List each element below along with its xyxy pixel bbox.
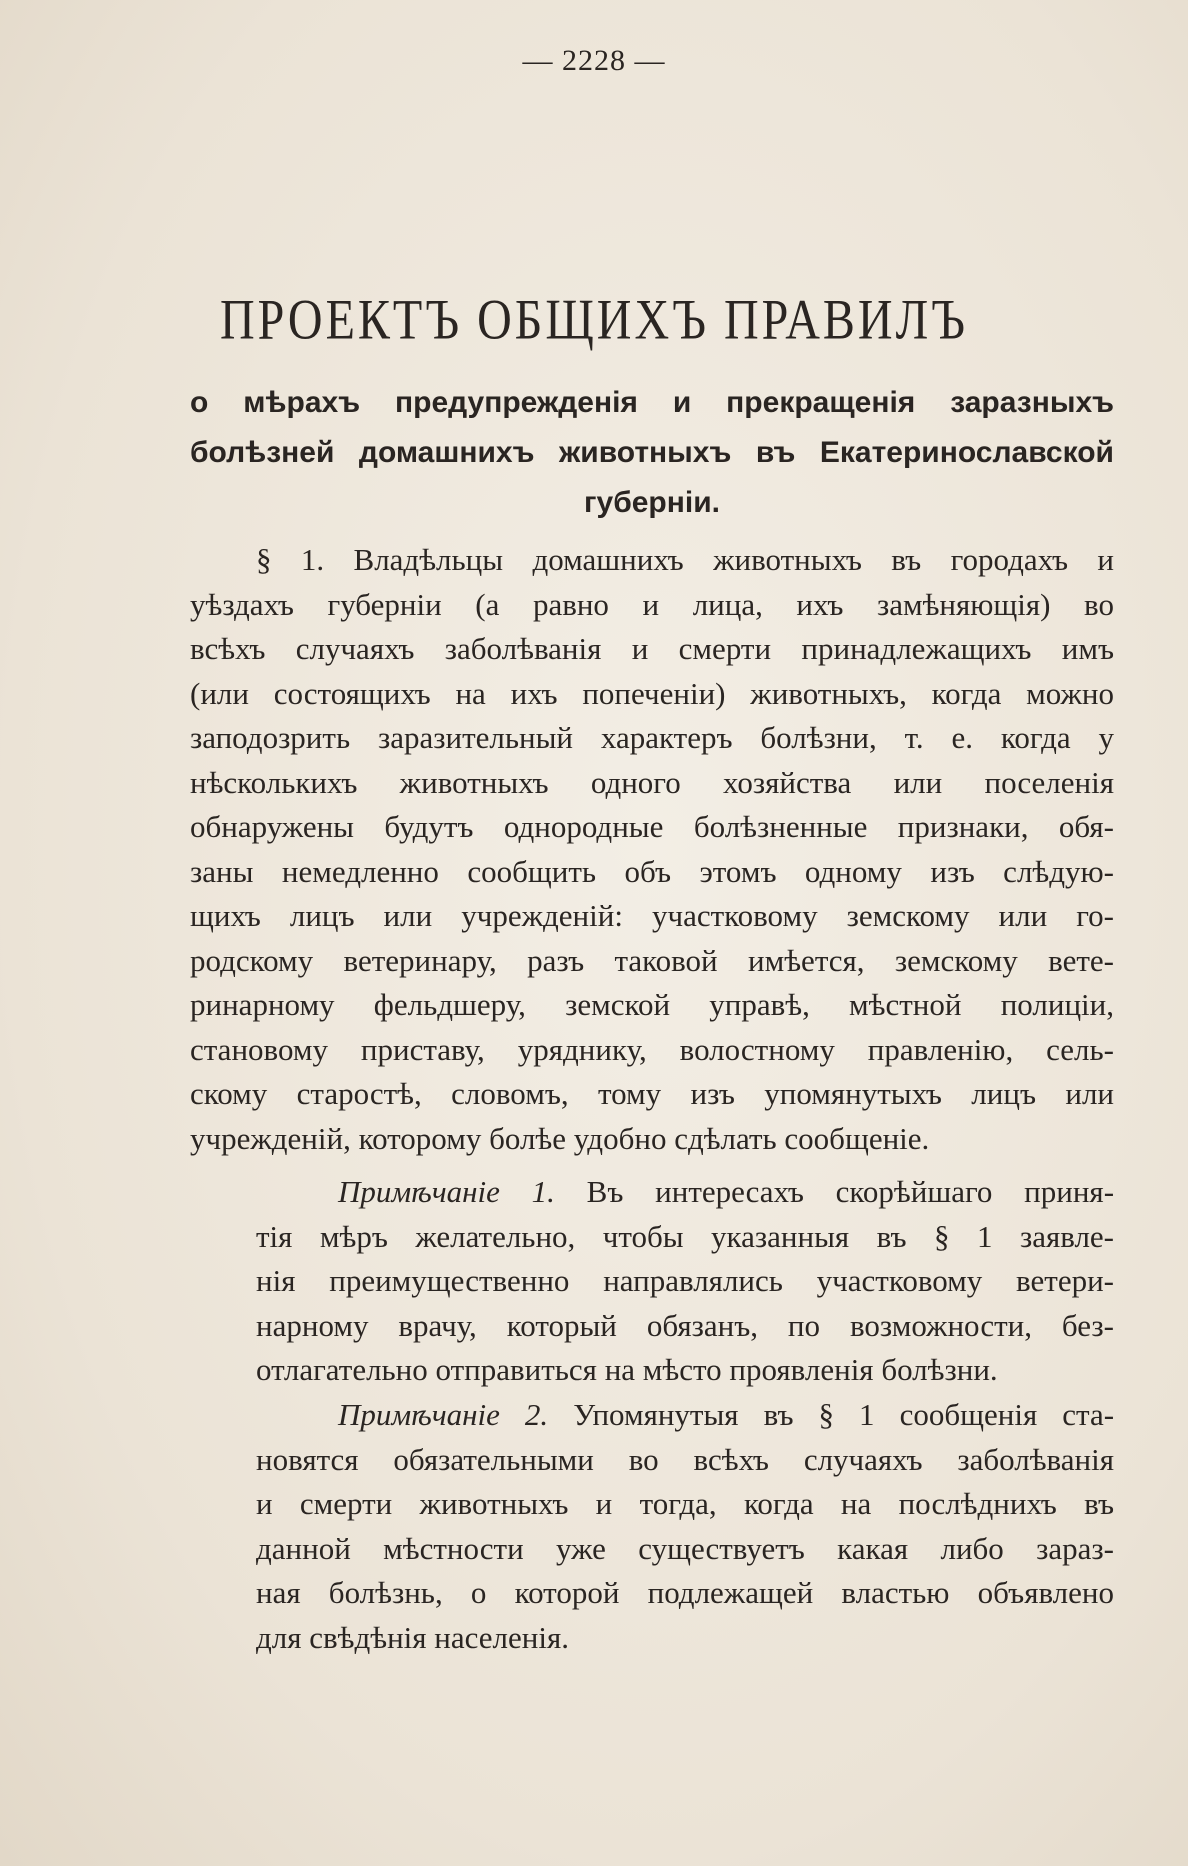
subtitle-line: болѣзней домашнихъ животныхъ въ Екатеринославской — [190, 436, 1114, 469]
paragraph-line: щихъ лицъ или учрежденій: участковому земскому или го- — [190, 898, 1114, 933]
paragraph-line: становому приставу, уряднику, волостному правленію, сель- — [190, 1031, 1114, 1067]
paragraph-line: нѣсколькихъ животныхъ одного хозяйства или поселенія — [190, 764, 1114, 800]
note-label: Примѣчаніе 2. — [338, 1397, 549, 1432]
note-2 — [256, 1393, 1114, 1660]
note-label: Примѣчаніе 1. — [338, 1174, 555, 1209]
note-line: данной мѣстности уже существуетъ какая либо зараз- — [256, 1530, 1114, 1566]
note-line: тія мѣръ желательно, чтобы указанныя въ § 1 заявле- — [256, 1218, 1114, 1254]
paragraph-line: § 1. Владѣльцы домашнихъ животныхъ въ городахъ и — [256, 542, 1114, 577]
document-title: ПРОЕКТЪ ОБЩИХЪ ПРАВИЛЪ — [219, 289, 969, 352]
note-line: отлагательно отправиться на мѣсто проявленія болѣзни. — [256, 1352, 998, 1387]
note-1 — [256, 1170, 1114, 1393]
paragraph-line: обнаружены будутъ однородные болѣзненные признаки, обя- — [190, 809, 1114, 844]
paragraph-line: ринарному фельдшеру, земской управѣ, мѣстной полиціи, — [190, 987, 1114, 1022]
paragraph-line: всѣхъ случаяхъ заболѣванія и смерти принадлежащихъ имъ — [190, 631, 1114, 666]
note-line: для свѣдѣнія населенія. — [256, 1619, 569, 1655]
note-line: нарному врачу, который обязанъ, по возможности, без- — [256, 1307, 1114, 1343]
paragraph-line: учрежденій, которому болѣе удобно сдѣлать сообщеніе. — [190, 1120, 930, 1156]
subtitle-line: о мѣрахъ предупрежденія и прекращенія заразныхъ — [190, 386, 1114, 419]
paragraph-line: скому старостѣ, словомъ, тому изъ упомянутыхъ лицъ или — [190, 1076, 1114, 1111]
note-text: Упомянутыя въ § 1 сообщенія ста- — [573, 1397, 1115, 1432]
note-text: Въ интересахъ скорѣйшаго приня- — [586, 1174, 1115, 1209]
note-line: ная болѣзнь, о которой подлежащей властью объявлено — [256, 1575, 1114, 1610]
note-line — [256, 1170, 1114, 1215]
note-line: и смерти животныхъ и тогда, когда на послѣднихъ въ — [256, 1486, 1114, 1521]
note-line — [256, 1393, 1114, 1438]
subtitle-line: губерніи. — [584, 486, 720, 519]
document-subtitle — [190, 378, 1114, 528]
paragraph-line: заны немедленно сообщить объ этомъ одному изъ слѣдую- — [190, 853, 1114, 889]
paragraph-line: уѣздахъ губерніи (а равно и лица, ихъ замѣняющія) во — [190, 586, 1114, 622]
paragraph-line: родскому ветеринару, разъ таковой имѣется, земскому вете- — [190, 942, 1114, 978]
paragraph-line: (или состоящихъ на ихъ попеченіи) животныхъ, когда можно — [190, 675, 1114, 711]
note-line: новятся обязательными во всѣхъ случаяхъ заболѣванія — [256, 1441, 1114, 1477]
note-line: нія преимущественно направлялись участковому ветери- — [256, 1263, 1114, 1298]
paragraph-line: заподозрить заразительный характеръ болѣзни, т. е. когда у — [190, 720, 1114, 755]
paragraph-1 — [190, 538, 1114, 1161]
page-number: — 2228 — — [522, 44, 666, 77]
